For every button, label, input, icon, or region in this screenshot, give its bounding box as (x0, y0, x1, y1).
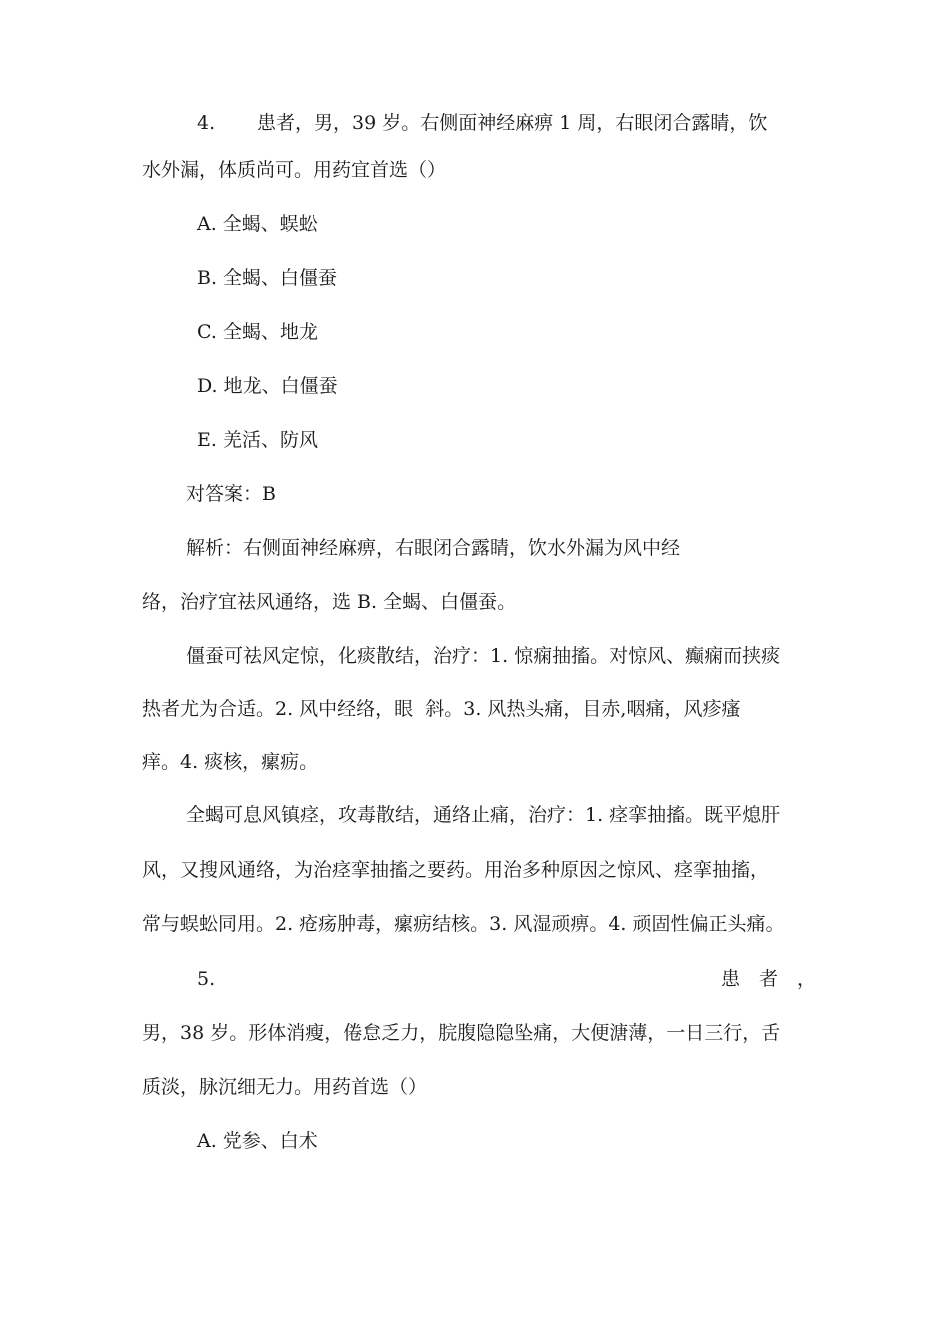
question-stem-line: 男，38 岁。形体消瘦，倦怠乏力，脘腹隐隐坠痛，大便溏薄，一日三行，舌 (142, 1022, 781, 1044)
quanxie-paragraph-line: 风，又搜风通络，为治痉挛抽搐之要药。用治多种原因之惊风、痉挛抽搐， (142, 859, 770, 881)
question-stem-line: 水外漏，体质尚可。用药宜首选（） (142, 159, 447, 181)
option-c: C. 全蝎、地龙 (197, 321, 318, 343)
analysis-line: 解析：右侧面神经麻痹，右眼闭合露睛，饮水外漏为风中经 (186, 537, 681, 559)
analysis-line: 络，治疗宜祛风通络，选 B. 全蝎、白僵蚕。 (142, 591, 517, 613)
jiangcan-paragraph-line: 热者尤为合适。2. 风中经络，眼 斜。3. 风热头痛，目赤,咽痛，风疹瘙 (142, 698, 741, 720)
option-a: A. 党参、白术 (197, 1130, 318, 1152)
option-b: B. 全蝎、白僵蚕 (197, 267, 338, 289)
question-stem-line: 患者，男，39 岁。右侧面神经麻痹 1 周，右眼闭合露睛，饮 (257, 112, 768, 134)
option-a: A. 全蝎、蜈蚣 (197, 213, 318, 235)
quanxie-paragraph-line: 常与蜈蚣同用。2. 疮疡肿毒，瘰疬结核。3. 风湿顽痹。4. 顽固性偏正头痛。 (142, 913, 785, 935)
option-d: D. 地龙、白僵蚕 (197, 375, 338, 397)
jiangcan-paragraph-line: 痒。4. 痰核，瘰疬。 (142, 751, 319, 773)
question-number: 4. (197, 112, 216, 134)
quanxie-paragraph-line: 全蝎可息风镇痉，攻毒散结，通络止痛，治疗：1. 痉挛抽搐。既平熄肝 (186, 804, 781, 826)
option-e: E. 羌活、防风 (197, 429, 318, 451)
jiangcan-paragraph-line: 僵蚕可祛风定惊，化痰散结，治疗：1. 惊痫抽搐。对惊风、癫痫而挟痰 (186, 645, 781, 667)
question-stem-line: 患 者 ， (721, 968, 817, 990)
question-number: 5. (197, 968, 216, 990)
answer-line: 对答案：B (186, 483, 276, 505)
question-stem-line: 质淡，脉沉细无力。用药首选（） (142, 1076, 428, 1098)
